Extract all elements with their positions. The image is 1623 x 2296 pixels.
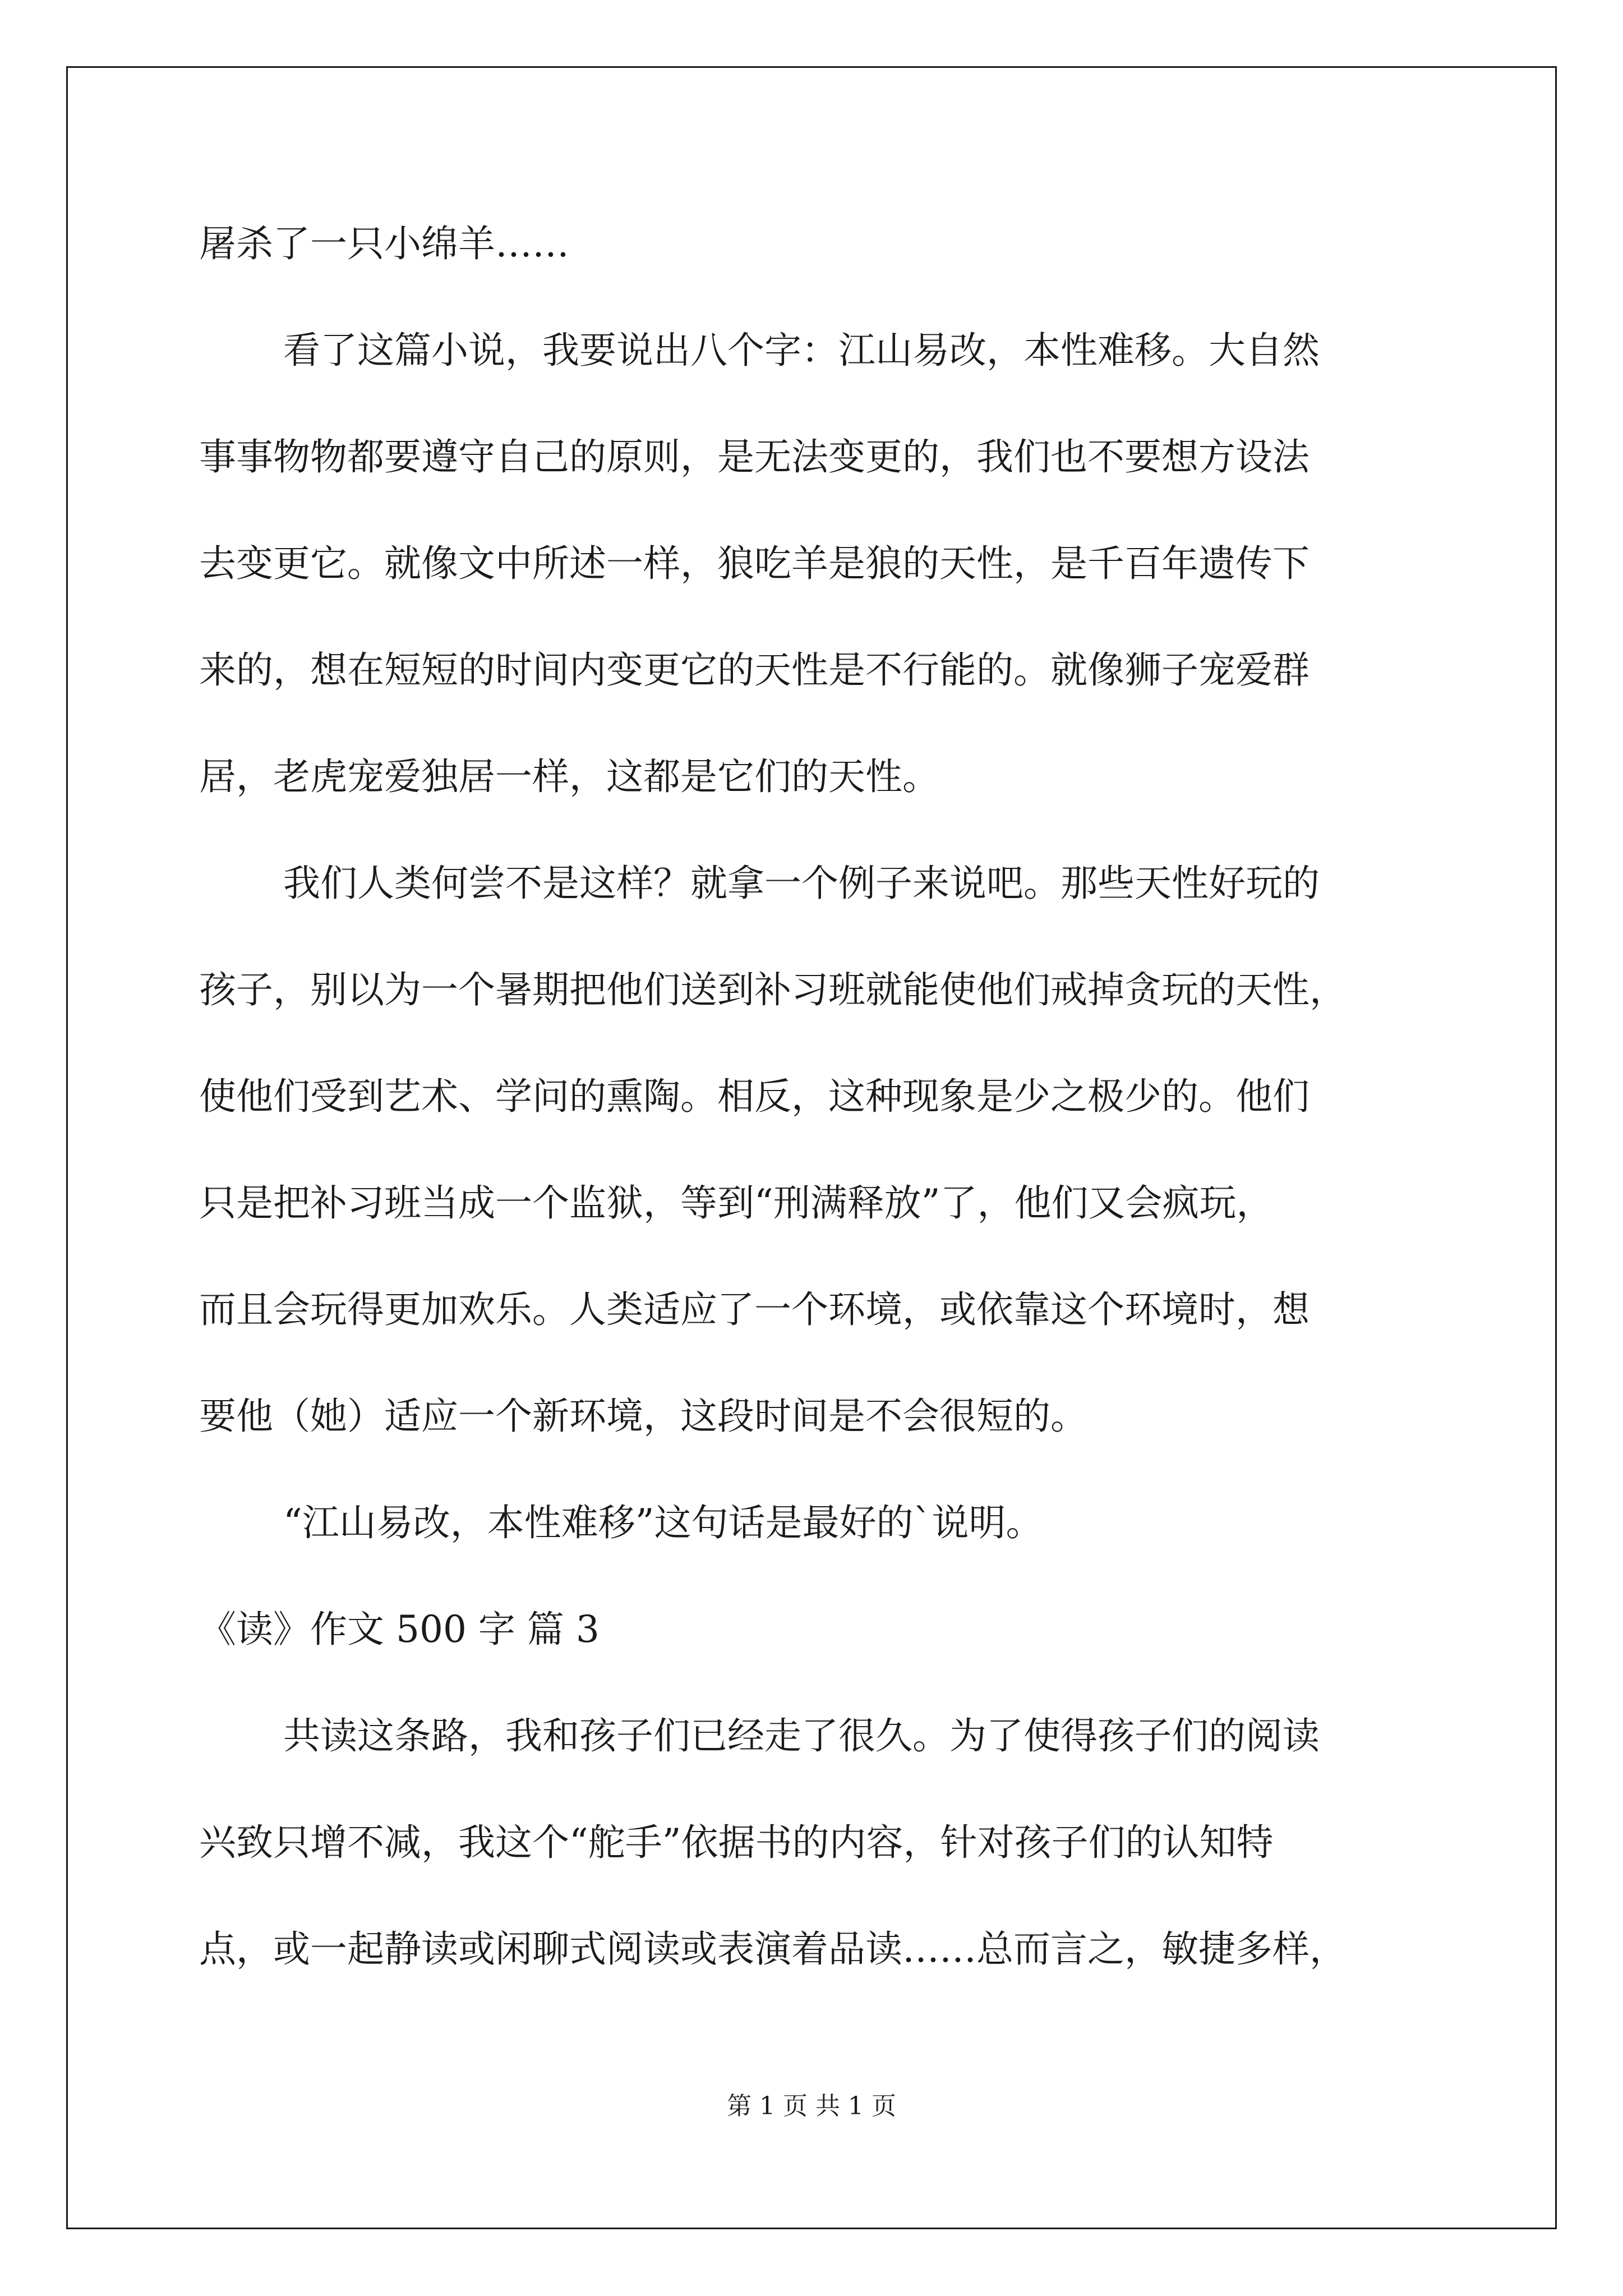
text-line: 而且会玩得更加欢乐。人类适应了一个环境，或依靠这个环境时，想 [199,1288,1310,1331]
text-line: 使他们受到艺术、学问的熏陶。相反，这种现象是少之极少的。他们 [199,1075,1310,1118]
text-line: 孩子，别以为一个暑期把他们送到补习班就能使他们戒掉贪玩的天性， [199,968,1347,1011]
page-footer [0,2086,1623,2122]
section-heading: 《读》作文 500 字 篇 3 [199,1608,600,1651]
text-line: 屠杀了一只小绵羊…… [199,222,569,265]
text-line: 点，或一起静读或闲聊式阅读或表演着品读……总而言之，敏捷多样， [199,1927,1347,1971]
document-body [199,191,1433,2003]
text-line: 只是把补习班当成一个监狱，等到“刑满释放”了，他们又会疯玩， [199,1181,1274,1225]
text-line: 看了这篇小说，我要说出八个字：江山易改，本性难移。大自然 [283,329,1320,372]
text-line: 兴致只增不减，我这个“舵手”依据书的内容，针对孩子们的认知特 [199,1821,1274,1864]
text-line: “江山易改，本性难移”这句话是最好的`说明。 [283,1501,1043,1544]
page-number-label: 第 1 页 共 1 页 [727,2092,896,2120]
text-line: 要他（她）适应一个新环境，这段时间是不会很短的。 [199,1395,1087,1438]
text-line: 去变更它。就像文中所述一样，狼吃羊是狼的天性，是千百年遗传下 [199,542,1310,585]
text-line: 居，老虎宠爱独居一样，这都是它们的天性。 [199,755,939,798]
text-line: 来的，想在短短的时间内变更它的天性是不行能的。就像狮子宠爱群 [199,648,1310,692]
text-line: 共读这条路，我和孩子们已经走了很久。为了使得孩子们的阅读 [283,1714,1320,1757]
text-line: 我们人类何尝不是这样？就拿一个例子来说吧。那些天性好玩的 [283,862,1320,905]
text-line: 事事物物都要遵守自己的原则，是无法变更的，我们也不要想方设法 [199,435,1310,478]
